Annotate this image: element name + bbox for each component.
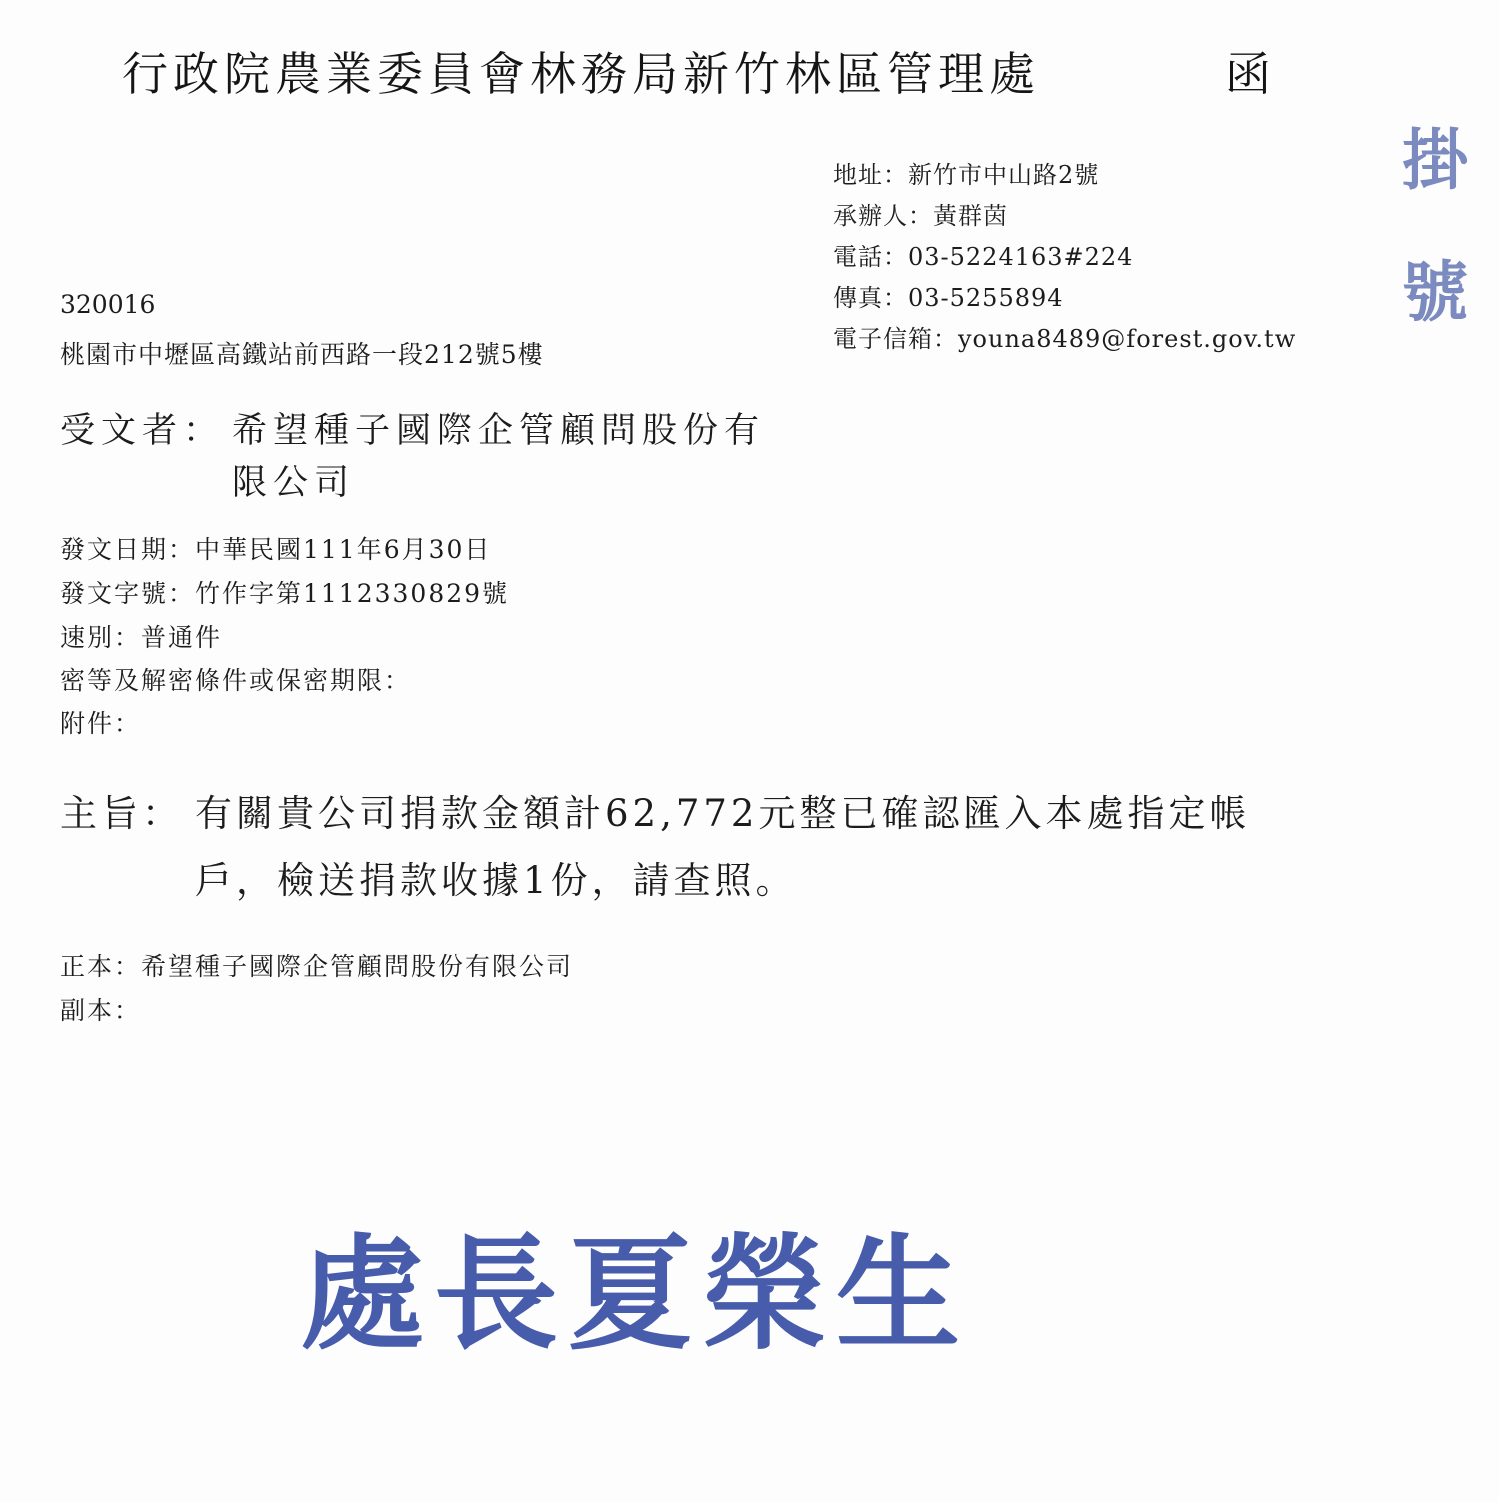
secrecy-level: 密等及解密條件或保密期限：: [60, 666, 412, 695]
agency-title: 行政院農業委員會林務局新竹林區管理處: [122, 47, 1040, 101]
subject-line2: 戶，檢送捐款收據1份，請查照。: [195, 859, 797, 902]
document-number: 發文字號：竹作字第1112330829號: [60, 579, 510, 608]
recipient-name-line1: 希望種子國際企管顧問股份有: [232, 411, 766, 451]
document-type: 函: [1225, 47, 1271, 101]
contact-handler: 承辦人：黃群茵: [833, 202, 1008, 230]
subject-label: 主旨：: [60, 792, 183, 835]
recipient-label: 受文者：: [60, 411, 225, 451]
attachment: 附件：: [60, 709, 142, 738]
stamp-char: 號: [1402, 254, 1468, 331]
delivery-speed: 速別：普通件: [60, 623, 223, 652]
issue-date: 發文日期：中華民國111年6月30日: [60, 535, 492, 564]
registered-mail-stamp: [1402, 122, 1492, 331]
recipient-name-line2: 限公司: [232, 463, 356, 503]
director-signature-stamp: 處長夏榮生: [300, 1223, 971, 1367]
original-recipient: 正本：希望種子國際企管顧問股份有限公司: [60, 952, 574, 981]
copy-recipient: 副本：: [60, 996, 142, 1025]
postal-code: 320016: [60, 290, 156, 319]
contact-email: 電子信箱：youna8489@forest.gov.tw: [833, 325, 1297, 353]
contact-phone: 電話：03-5224163#224: [833, 243, 1134, 271]
subject-line1: 有關貴公司捐款金額計62,772元整已確認匯入本處指定帳: [195, 792, 1251, 835]
contact-address: 地址：新竹市中山路2號: [833, 161, 1100, 189]
stamp-char: 掛: [1402, 122, 1468, 199]
contact-fax: 傳真：03-5255894: [833, 284, 1064, 312]
recipient-address: 桃園市中壢區高鐵站前西路一段212號5樓: [60, 340, 544, 369]
